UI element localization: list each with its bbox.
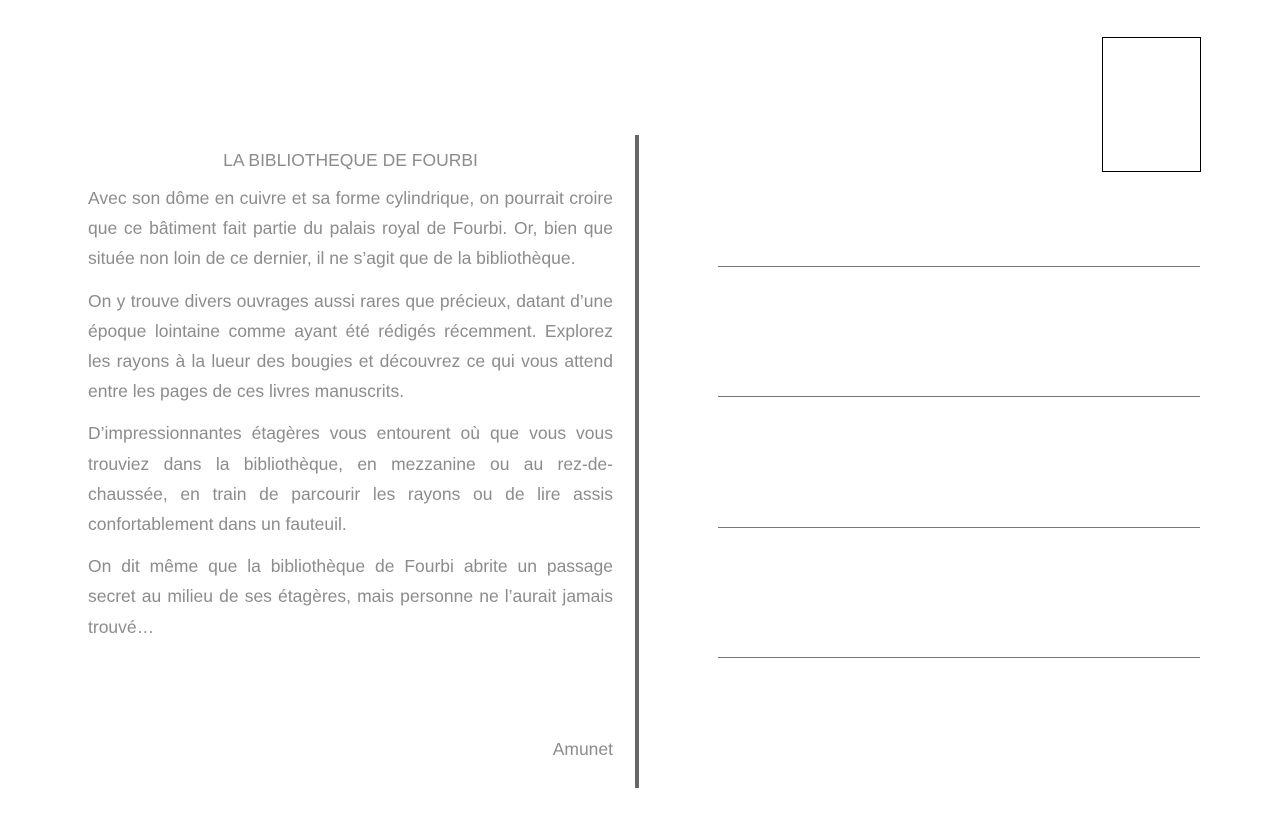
paragraph-ouvrages: On y trouve divers ouvrages aussi rares que précieux, datant d’une époque lointaine comme ayant été rédigés récemment. Explorez les rayons à la lueur des bougies et découvrez ce qui vous attend entre les pages de ces livres manuscrits. <box>88 290 613 402</box>
address-line-2 <box>718 396 1200 397</box>
paragraph-dome: Avec son dôme en cuivre et sa forme cylindrique, on pourrait croire que ce bâtiment fait partie du palais royal de Fourbi. Or, bien que située non loin de ce dernier, il ne s’agit que de la bibliothèque. <box>88 188 613 269</box>
paragraph-passage-secret: On dit même que la bibliothèque de Fourbi abrite un passage secret au milieu de ses étagères, mais personne ne l’aurait jamais trouvé… <box>88 556 613 637</box>
address-line-1 <box>718 266 1200 267</box>
stamp-box <box>1102 37 1201 172</box>
postcard-title: LA BIBLIOTHEQUE DE FOURBI <box>223 150 478 170</box>
center-divider <box>635 135 639 788</box>
address-line-4 <box>718 657 1200 658</box>
message-area <box>88 147 613 654</box>
paragraph-etageres: D’impressionnantes étagères vous entourent où que vous vous trouviez dans la bibliothèque, en mezzanine ou au rez-de-chaussée, en train de parcourir les rayons ou de lire assis confortablement dans un fauteuil. <box>88 423 613 535</box>
address-line-3 <box>718 527 1200 528</box>
signature: Amunet <box>552 739 613 759</box>
